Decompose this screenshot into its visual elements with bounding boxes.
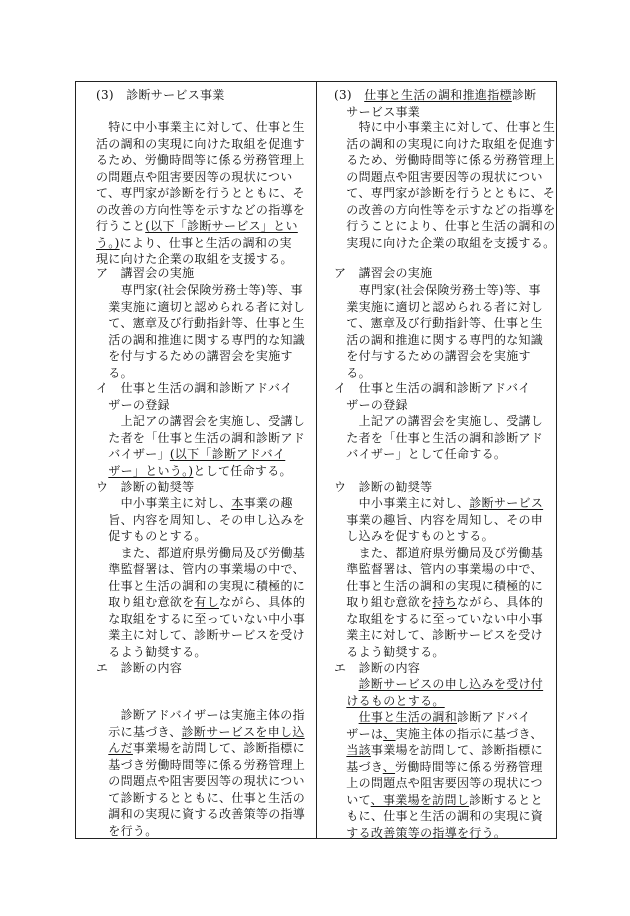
text-line bbox=[334, 446, 543, 463]
text-line bbox=[334, 104, 536, 121]
right-body-u bbox=[334, 495, 543, 660]
text-segment: 取り組む意欲を bbox=[334, 595, 433, 609]
text-line bbox=[334, 87, 536, 104]
text-segment: 行うこと bbox=[96, 219, 146, 233]
underlined-revision: 、 bbox=[382, 759, 396, 774]
text-segment: 示に基づき、 bbox=[96, 724, 182, 739]
text-line bbox=[334, 693, 543, 710]
left-body-i bbox=[96, 413, 305, 479]
text-segment: 上記アの講習会を実施し、受講し bbox=[334, 414, 544, 428]
text-line bbox=[334, 332, 543, 349]
text-line bbox=[334, 512, 543, 529]
text-segment: 基づき労働時間等に係る労務管理上 bbox=[96, 757, 306, 772]
text-line bbox=[334, 545, 543, 562]
text-segment: また、都道府県労働局及び労働基 bbox=[96, 545, 306, 560]
text-segment: として任命する。 bbox=[193, 463, 292, 478]
text-line bbox=[334, 627, 543, 644]
text-segment bbox=[96, 741, 108, 755]
text-segment: 現に向けた企業の取組を支援する。 bbox=[96, 252, 293, 266]
text-segment: イ 仕事と生活の調和診断アドバイ bbox=[334, 381, 531, 395]
text-segment: な取組をするに至っていない中小事 bbox=[96, 611, 306, 626]
underlined-revision: 有し bbox=[194, 595, 220, 609]
right-heading-e: エ 診断の内容 bbox=[334, 661, 421, 675]
text-segment: の問題点や阻害要因等の現状につい bbox=[96, 169, 293, 184]
text-segment: る。 bbox=[96, 365, 133, 380]
text-segment: 診断 bbox=[511, 88, 537, 102]
text-segment: る。 bbox=[334, 365, 371, 380]
text-line bbox=[334, 792, 543, 809]
text-line bbox=[96, 611, 305, 628]
text-segment: て、憲章及び行動指針等、仕事と生 bbox=[334, 316, 543, 330]
text-line bbox=[96, 773, 305, 790]
text-segment: ながら、具体的 bbox=[219, 595, 306, 609]
text-segment: て、専門家が診断を行うとともに、そ bbox=[96, 186, 305, 200]
text-line bbox=[96, 380, 293, 397]
right-heading-a: ア 講習会の実施 bbox=[334, 266, 433, 280]
text-line bbox=[334, 709, 543, 726]
text-segment: 準監督署は、管内の事業場の中で、 bbox=[334, 562, 543, 576]
right-intro bbox=[334, 119, 555, 251]
text-segment: 基づき bbox=[334, 759, 383, 774]
text-line bbox=[96, 463, 305, 480]
text-segment: 中小事業主に対し、 bbox=[96, 496, 232, 510]
text-segment: るよう勧奨する。 bbox=[334, 644, 445, 659]
text-line bbox=[96, 332, 305, 349]
text-line bbox=[96, 740, 305, 757]
text-segment: の改善の方向性等を示すなどの指導を bbox=[96, 202, 306, 217]
text-segment: サービス事業 bbox=[334, 104, 421, 119]
text-line bbox=[96, 315, 305, 332]
text-line bbox=[334, 676, 543, 693]
text-segment: 診断するとと bbox=[469, 792, 543, 807]
text-segment: 促すものとする。 bbox=[96, 529, 207, 543]
text-segment: 事業の趣 bbox=[243, 496, 293, 510]
text-segment: 仕事と生活の調和の実現に積極的に bbox=[334, 578, 544, 593]
text-segment: 取り組む意欲を bbox=[96, 595, 195, 609]
right-heading-u: ウ 診断の勧奨等 bbox=[334, 480, 433, 494]
text-line bbox=[334, 759, 543, 776]
text-line bbox=[96, 169, 305, 186]
text-segment: 業主に対して、診断サービスを受け bbox=[334, 628, 543, 642]
text-line bbox=[96, 512, 305, 529]
text-segment: て診断するとともに、仕事と生活の bbox=[96, 790, 306, 805]
text-line bbox=[96, 545, 305, 562]
text-segment: 事業場を訪問して、診断指標に bbox=[132, 741, 305, 755]
text-line bbox=[96, 528, 305, 545]
text-line bbox=[334, 348, 543, 365]
text-segment: 調和の実現に資する改善策等の指導 bbox=[96, 807, 306, 821]
text-segment: ながら、具体的 bbox=[457, 595, 544, 609]
text-segment: 準監督署は、管内の事業場の中で、 bbox=[96, 562, 305, 576]
text-segment: 事業の趣旨、内容を周知し、その申 bbox=[334, 512, 544, 527]
text-line bbox=[334, 808, 543, 825]
text-line bbox=[334, 775, 543, 792]
underlined-revision: 診断サービスを申し込 bbox=[181, 724, 305, 739]
text-segment: ザーの登録 bbox=[96, 397, 170, 412]
text-segment: の問題点や阻害要因等の現状につい bbox=[96, 774, 305, 788]
text-segment: るため、労働時間等に係る労務管理上 bbox=[334, 153, 555, 167]
text-line bbox=[96, 707, 305, 724]
text-line bbox=[96, 299, 305, 316]
text-segment: いて bbox=[334, 792, 371, 807]
underlined-revision: 、 bbox=[383, 726, 396, 741]
left-heading-e: エ 診断の内容 bbox=[96, 661, 183, 675]
left-heading-i bbox=[96, 380, 293, 413]
text-line bbox=[96, 218, 305, 235]
left-heading-a: ア 講習会の実施 bbox=[96, 266, 195, 280]
text-segment: た者を「仕事と生活の調和診断アド bbox=[96, 430, 306, 445]
text-line bbox=[334, 825, 543, 839]
text-line bbox=[96, 823, 305, 839]
text-segment: 専門家(社会保険労務士等)等、事 bbox=[334, 283, 541, 297]
underlined-revision: 診断サービス bbox=[469, 496, 544, 510]
text-line bbox=[96, 152, 305, 169]
text-line bbox=[334, 495, 543, 512]
underlined-revision: んだ bbox=[108, 741, 133, 755]
text-line bbox=[334, 169, 555, 186]
text-line bbox=[334, 594, 543, 611]
text-segment bbox=[334, 710, 359, 724]
text-line bbox=[334, 726, 543, 743]
text-segment: の改善の方向性等を示すなどの指導を bbox=[334, 202, 556, 217]
text-line bbox=[96, 446, 305, 463]
text-line bbox=[334, 644, 543, 661]
text-line bbox=[334, 561, 543, 578]
text-segment: て、専門家が診断を行うとともに、そ bbox=[334, 186, 556, 200]
text-segment: また、都道府県労働局及び労働基 bbox=[334, 545, 544, 560]
text-segment: ザーは bbox=[334, 726, 384, 741]
text-line bbox=[96, 578, 305, 595]
text-line bbox=[96, 561, 305, 578]
text-segment: 旨、内容を周知し、その申し込みを bbox=[96, 512, 306, 527]
underlined-revision: (以下「診断サービス」とい bbox=[145, 219, 298, 233]
underlined-revision: 持ち bbox=[432, 595, 458, 609]
text-segment: 中小事業主に対し、 bbox=[334, 496, 470, 510]
text-line bbox=[96, 594, 305, 611]
text-line bbox=[96, 202, 305, 219]
text-segment: 業実施に適切と認められる者に対し bbox=[96, 299, 306, 314]
text-line bbox=[96, 644, 305, 661]
text-segment bbox=[334, 694, 346, 708]
text-segment: 活の調和の実現に向けた取組を促進す bbox=[334, 136, 556, 151]
right-heading-i bbox=[334, 380, 531, 413]
text-line bbox=[334, 185, 555, 202]
text-segment: により、仕事と生活の調和の実 bbox=[119, 235, 292, 250]
text-line bbox=[96, 724, 305, 741]
text-segment: 診断アドバイザーは実施主体の指 bbox=[96, 708, 305, 722]
text-segment: バイザー」として任命する。 bbox=[334, 447, 507, 461]
text-segment bbox=[96, 464, 108, 478]
text-line bbox=[96, 348, 305, 365]
text-segment: るため、労働時間等に係る労務管理上 bbox=[96, 153, 305, 167]
left-intro bbox=[96, 119, 305, 268]
right-column bbox=[316, 82, 556, 838]
right-body-a bbox=[334, 282, 543, 381]
text-segment: 特に中小事業主に対して、仕事と生 bbox=[334, 120, 556, 134]
text-segment: 実施主体の指示に基づき、 bbox=[395, 726, 543, 741]
left-body-a bbox=[96, 282, 305, 381]
text-line bbox=[96, 282, 305, 299]
text-line bbox=[334, 413, 543, 430]
right-body-e bbox=[334, 676, 543, 838]
text-line bbox=[96, 136, 305, 153]
text-line bbox=[96, 627, 305, 644]
left-column bbox=[76, 82, 317, 838]
text-line bbox=[334, 218, 555, 235]
text-line bbox=[334, 282, 543, 299]
underlined-revision: 仕事と生活の調和推進指標 bbox=[364, 88, 512, 102]
text-segment: た者を「仕事と生活の調和診断アド bbox=[334, 430, 544, 445]
text-segment: イ 仕事と生活の調和診断アドバイ bbox=[96, 381, 293, 395]
text-line bbox=[96, 495, 305, 512]
text-line bbox=[96, 185, 305, 202]
text-segment: バイザー」 bbox=[96, 447, 170, 461]
text-line bbox=[334, 315, 543, 332]
text-segment: 仕事と生活の調和の実現に積極的に bbox=[96, 578, 306, 593]
text-segment: 上の問題点や阻害要因等の現状につ bbox=[334, 776, 543, 790]
text-segment: 労働時間等に係る労務管理 bbox=[395, 759, 543, 774]
underlined-revision: けるものとする。 bbox=[346, 693, 445, 708]
text-segment: もに、仕事と生活の調和の実現に資 bbox=[334, 809, 544, 823]
text-segment: 実現に向けた企業の取組を支援する。 bbox=[334, 235, 556, 250]
text-line bbox=[334, 235, 555, 252]
text-line bbox=[334, 528, 543, 545]
text-line bbox=[96, 119, 305, 136]
text-segment: (3) bbox=[334, 88, 365, 102]
text-segment: 活の調和の実現に向けた取組を促進す bbox=[96, 136, 306, 151]
right-section-title bbox=[334, 87, 536, 120]
underlined-revision: 、事業場を訪問し bbox=[370, 792, 470, 807]
text-line bbox=[334, 365, 543, 382]
underlined-revision: 本 bbox=[231, 496, 244, 510]
text-segment: の問題点や阻害要因等の現状につい bbox=[334, 169, 543, 184]
text-line bbox=[334, 397, 531, 414]
text-segment: 活の調和推進に関する専門的な知識 bbox=[334, 332, 544, 347]
text-segment: 専門家(社会保険労務士等)等、事 bbox=[96, 283, 303, 297]
text-segment: て、憲章及び行動指針等、仕事と生 bbox=[96, 316, 305, 330]
text-line bbox=[96, 430, 305, 447]
text-segment: を付与するための講習会を実施す bbox=[334, 349, 531, 363]
text-segment bbox=[334, 743, 346, 757]
text-line bbox=[334, 742, 543, 759]
underlined-revision: 当該 bbox=[346, 743, 371, 757]
text-line bbox=[96, 235, 305, 252]
comparison-table bbox=[75, 81, 557, 839]
text-line bbox=[334, 578, 543, 595]
text-segment: るよう勧奨する。 bbox=[96, 644, 207, 659]
text-line bbox=[334, 136, 555, 153]
underlined-revision: (以下「診断アドバイ bbox=[169, 447, 286, 461]
text-line bbox=[96, 790, 305, 807]
underlined-revision: 仕事と生活の調和 bbox=[358, 710, 458, 724]
text-segment: を行う。 bbox=[96, 823, 158, 838]
text-line bbox=[96, 757, 305, 774]
text-segment: ザーの登録 bbox=[334, 397, 408, 412]
text-segment: な取組をするに至っていない中小事 bbox=[334, 611, 544, 626]
text-line bbox=[96, 806, 305, 823]
left-heading-u: ウ 診断の勧奨等 bbox=[96, 480, 195, 494]
text-line bbox=[334, 152, 555, 169]
text-line bbox=[96, 365, 305, 382]
text-segment: 特に中小事業主に対して、仕事と生 bbox=[96, 120, 305, 134]
text-segment bbox=[334, 677, 359, 691]
text-line bbox=[334, 119, 555, 136]
text-line bbox=[334, 611, 543, 628]
left-body-e bbox=[96, 707, 305, 838]
text-segment: 活の調和推進に関する専門的な知識 bbox=[96, 332, 306, 347]
text-segment: する改善策等の指導を行う。 bbox=[334, 825, 507, 838]
text-line bbox=[334, 202, 555, 219]
text-segment: 業主に対して、診断サービスを受け bbox=[96, 628, 305, 642]
underlined-revision: う。) bbox=[96, 235, 120, 250]
text-line bbox=[334, 299, 543, 316]
text-segment: を付与するための講習会を実施す bbox=[96, 349, 293, 363]
text-line bbox=[96, 397, 293, 414]
underlined-revision: ザー」という。) bbox=[108, 463, 194, 478]
text-segment: 行うことにより、仕事と生活の調和の bbox=[334, 219, 556, 233]
text-segment: 上記アの講習会を実施し、受講し bbox=[96, 414, 306, 428]
text-line bbox=[96, 413, 305, 430]
left-section-title: (3) 診断サービス事業 bbox=[96, 88, 225, 102]
right-body-i bbox=[334, 413, 543, 463]
text-line bbox=[334, 380, 531, 397]
text-segment: し込みを促すものとする。 bbox=[334, 529, 494, 543]
text-segment: 診断アドバイ bbox=[457, 710, 531, 724]
left-body-u bbox=[96, 495, 305, 660]
text-line bbox=[334, 430, 543, 447]
text-segment: 事業場を訪問して、診断指標に bbox=[370, 743, 543, 757]
text-segment: 業実施に適切と認められる者に対し bbox=[334, 299, 544, 314]
underlined-revision: 診断サービスの申し込みを受け付 bbox=[358, 677, 544, 691]
